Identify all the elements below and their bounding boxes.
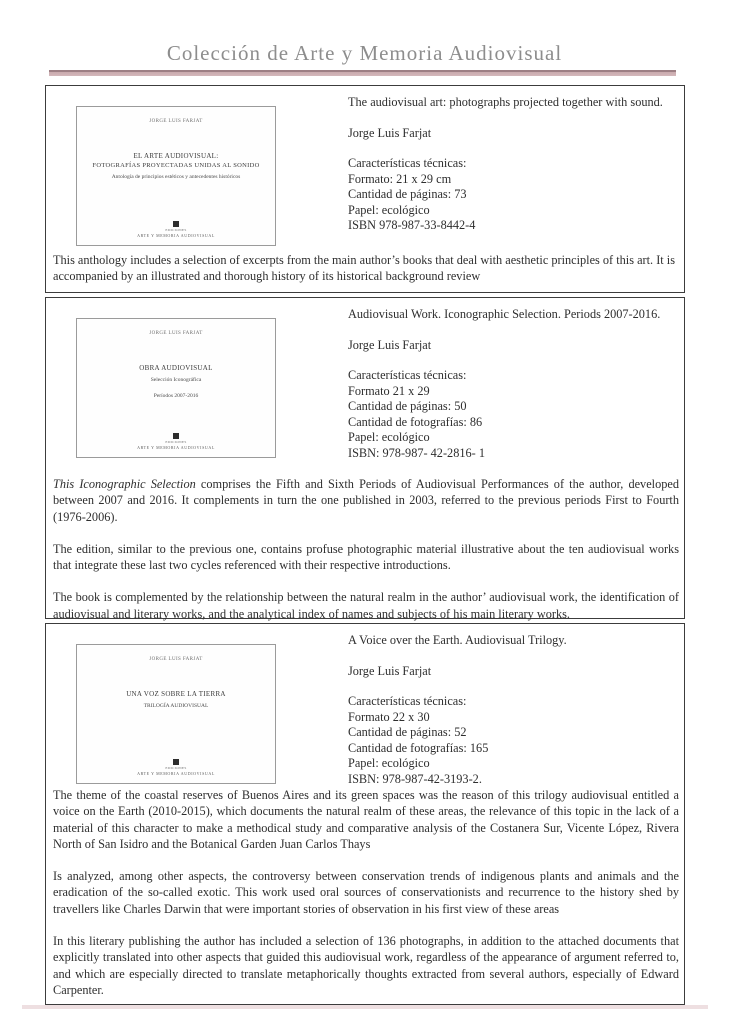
book-title: A Voice over the Earth. Audiovisual Trilogy.: [348, 633, 567, 647]
book-title: Audiovisual Work. Iconographic Selection. Periods 2007-2016.: [348, 307, 661, 321]
spec-line-fotografias: Cantidad de fotografías: 86: [348, 414, 483, 429]
book-specs: [348, 694, 680, 787]
description-paragraph: Is analyzed, among other aspects, the controversy between conservation trends of indigenous plants and animals and the eradication of the so-called exotic. This work used oral sources of conservationists and recurrence to the history shed by travellers like Charles Darwin that were important stories of observation in his first view of these areas: [53, 869, 679, 916]
publisher-logo-icon: [173, 433, 179, 439]
book-specs: [348, 156, 680, 234]
publisher-logo-icon: [173, 759, 179, 765]
description-paragraph: This anthology includes a selection of excerpts from the main author’s books that deal with aesthetic principles of this art. It is accompanied by an illustrated and thorough history of its historical background review: [53, 253, 675, 284]
cover-period-label: Períodos 2007-2016: [153, 393, 199, 399]
specs-heading: Características técnicas:: [348, 156, 467, 170]
cover-title: UNA VOZ SOBRE LA TIERRA: [126, 690, 226, 698]
description-paragraph: This Iconographic Selection comprises the Fifth and Sixth Periods of Audiovisual Performances of the author, developed between 2007 and 2016. It complements in turn the one published in 2003, referred to the previous periods First to Fourth (1976-2006).: [53, 477, 679, 524]
book-info-1: [348, 95, 680, 234]
book-description-2: [53, 476, 679, 622]
cover-subtitle: TRILOGÍA AUDIOVISUAL: [143, 703, 209, 709]
cover-author-label: JORGE LUIS FARJAT: [149, 331, 203, 336]
publisher-imprint-label: EDICIONES: [165, 440, 187, 444]
publisher-name-label: ARTE Y MEMORIA AUDIOVISUAL: [137, 233, 215, 238]
cover-title: EL ARTE AUDIOVISUAL:: [133, 152, 219, 160]
publisher-colophon: [77, 433, 275, 450]
description-paragraph: In this literary publishing the author has included a selection of 136 photographs, in addition to the attached documents that explicitly translated into other aspects that guided this audiovisual work, regardless of the appearance of argument referred to, and which are especially directed to translate metaphorically thoughts extracted from several authors, especially of Edward Carpenter.: [53, 934, 679, 997]
publisher-imprint-label: EDICIONES: [165, 228, 187, 232]
book-specs: [348, 368, 680, 461]
publisher-name-label: ARTE Y MEMORIA AUDIOVISUAL: [137, 771, 215, 776]
description-paragraph: The edition, similar to the previous one, contains profuse photographic material illustrative about the ten audiovisual works that integrate these last two cycles referenced with their respective introductions.: [53, 541, 679, 573]
publisher-imprint-label: EDICIONES: [165, 766, 187, 770]
book-author: Jorge Luis Farjat: [348, 337, 432, 352]
spec-line-formato: Formato: 21 x 29 cm: [348, 171, 452, 186]
spec-line-isbn: ISBN: 978-987- 42-2816- 1: [348, 445, 485, 460]
book-title: The audiovisual art: photographs projected together with sound.: [348, 95, 663, 109]
cover-title: OBRA AUDIOVISUAL: [139, 364, 213, 372]
cover-title-line2: FOTOGRAFÍAS PROYECTADAS UNIDAS AL SONIDO: [92, 162, 260, 169]
publisher-name-label: ARTE Y MEMORIA AUDIOVISUAL: [137, 445, 215, 450]
description-paragraph: The theme of the coastal reserves of Buenos Aires and its green spaces was the reason of this trilogy audiovisual entitled a voice on the Earth (2010-2015), which documents the natural realm of these areas, the relevance of this topic in the lack of a material of this character to make a methodical study and comparative analysis of the Costanera Sur, Vicente López, Rivera North of San Isidro and the Botanical Garden Juan Carlos Thays: [53, 788, 679, 851]
book-cover-1: [76, 106, 276, 246]
book-cover-2: [76, 318, 276, 458]
page-title: Colección de Arte y Memoria Audiovisual: [166, 41, 563, 65]
book-info-3: [348, 633, 680, 787]
spec-line-isbn: ISBN: 978-987-42-3193-2.: [348, 771, 482, 786]
spec-line-papel: Papel: ecológico: [348, 430, 430, 444]
cover-subtitle: Antología de principios estéticos y antecedentes históricos: [111, 174, 241, 180]
publisher-colophon: [77, 759, 275, 776]
specs-heading: Características técnicas:: [348, 694, 467, 708]
spec-line-formato: Formato 22 x 30: [348, 709, 430, 724]
book-section-2: [45, 297, 685, 619]
description-paragraph: The book is complemented by the relationship between the natural realm in the author’ audiovisual work, the identification of audiovisual and literary works, and the analytical index of names and subjects of his main literary works.: [53, 590, 679, 621]
spec-line-paginas: Cantidad de páginas: 50: [348, 399, 467, 413]
cover-author-label: JORGE LUIS FARJAT: [149, 119, 203, 124]
book-section-3: [45, 623, 685, 1005]
publisher-logo-icon: [173, 221, 179, 227]
spec-line-isbn: ISBN 978-987-33-8442-4: [348, 218, 476, 232]
specs-heading: Características técnicas:: [348, 368, 467, 382]
spec-line-formato: Formato 21 x 29: [348, 383, 430, 398]
book-description-1: [53, 252, 679, 285]
footer-rule: [22, 1005, 708, 1009]
header-rule: [49, 70, 676, 76]
book-cover-3: [76, 644, 276, 784]
book-section-1: [45, 85, 685, 293]
publisher-colophon: [77, 221, 275, 238]
book-author: Jorge Luis Farjat: [348, 663, 432, 678]
cover-subtitle: Selección Iconográfica: [150, 377, 202, 383]
spec-line-fotografias: Cantidad de fotografías: 165: [348, 740, 489, 755]
spec-line-paginas: Cantidad de páginas: 52: [348, 725, 467, 739]
spec-line-papel: Papel: ecológico: [348, 202, 430, 217]
book-info-2: [348, 307, 680, 461]
spec-line-paginas: Cantidad de páginas: 73: [348, 187, 467, 201]
cover-author-label: JORGE LUIS FARJAT: [149, 657, 203, 662]
book-author: Jorge Luis Farjat: [348, 125, 432, 140]
book-description-3: [53, 787, 679, 998]
spec-line-papel: Papel: ecológico: [348, 756, 430, 770]
